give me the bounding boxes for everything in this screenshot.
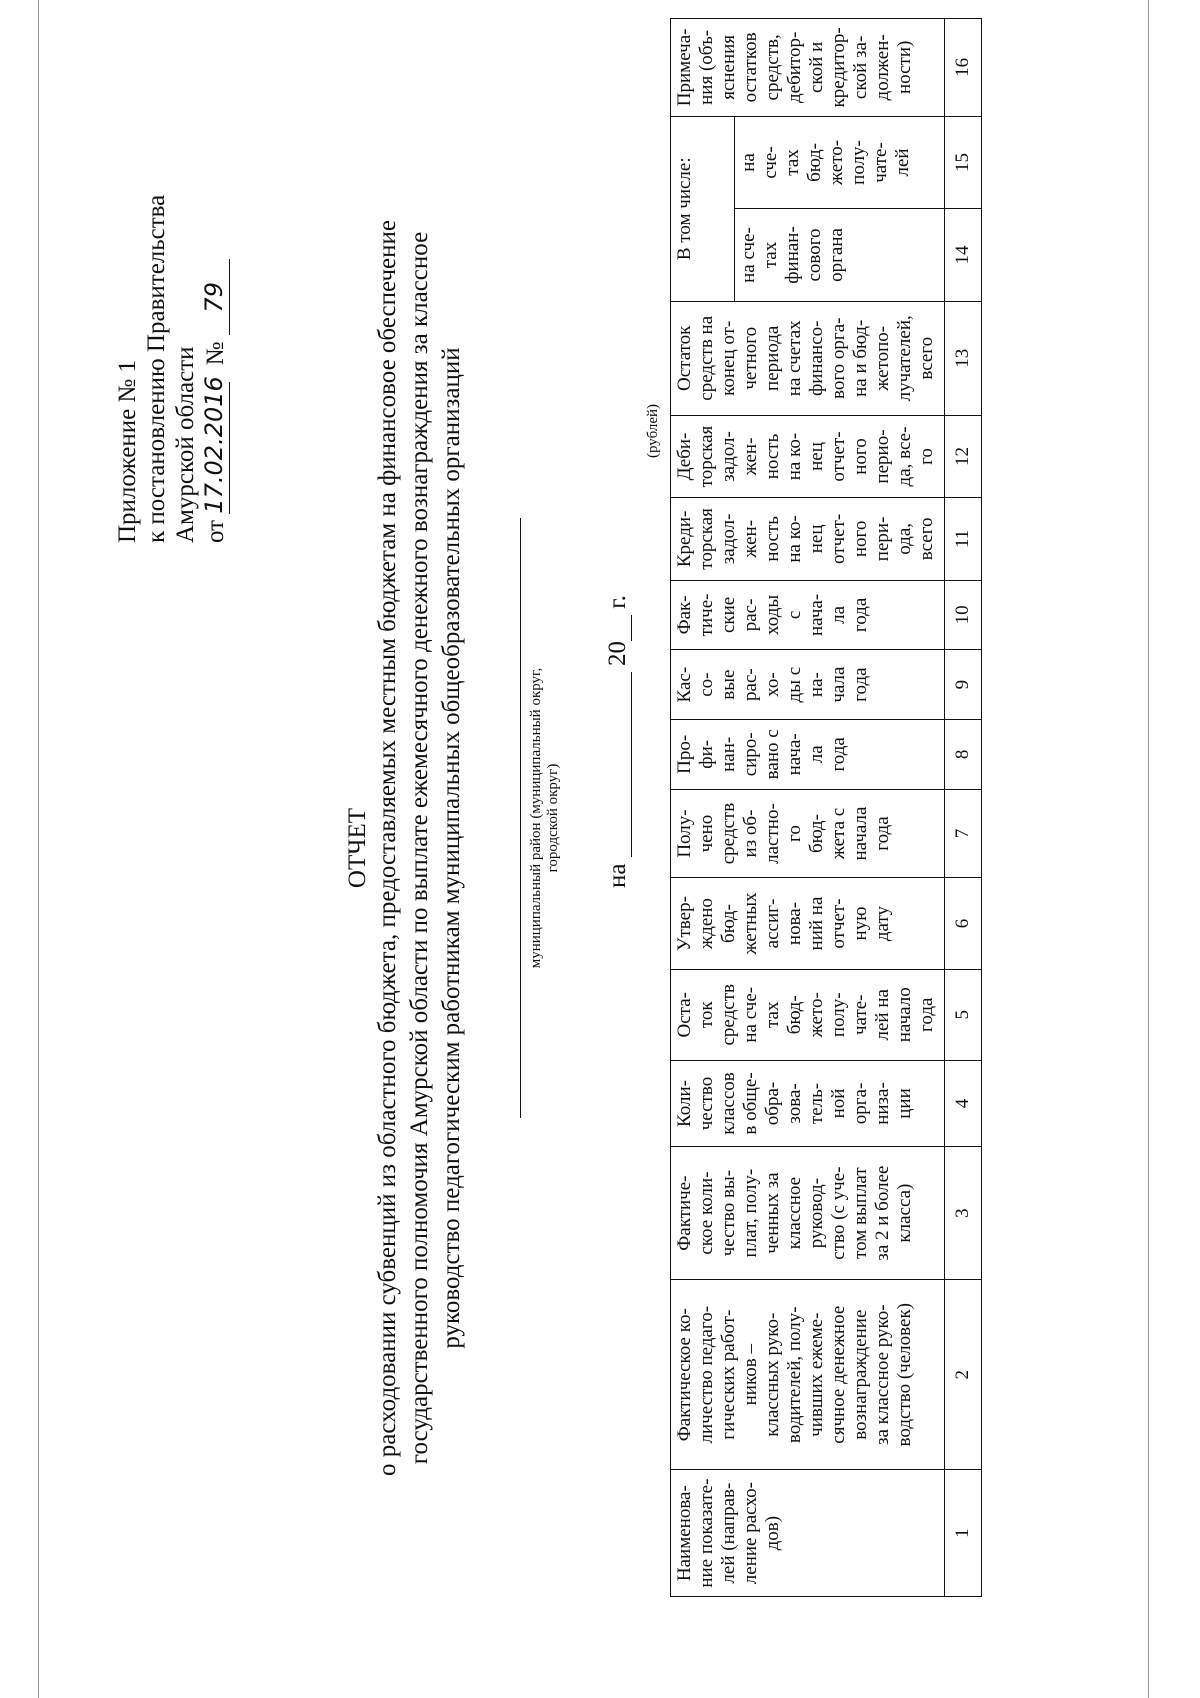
scan-edge-line [1148,0,1149,1698]
report-date-line [603,595,632,888]
appendix-line-3: Амурской области [172,346,199,543]
column-header: Остаток средств на конец от- четного периода на счетах финансо- вого орга- на и бюд- жетопо- лучателей, всего [671,301,945,415]
column-number: 2 [945,1280,982,1470]
column-header: Про- фи- нан- сиро- вано с нача- ла года [671,719,945,789]
date-suffix: г. [604,595,631,609]
handwritten-number: 79 [200,259,230,335]
column-number: 9 [945,650,982,720]
scan-edge-line [38,0,39,1698]
column-number: 5 [945,969,982,1060]
column-header: Наименова- ние показате- лей (направ- ление расхо- дов) [671,1470,945,1597]
report-subtitle-line-2: государственного полномочия Амурской области по выплате ежемесячного денежного вознаграждения за классное [406,231,433,1465]
appendix-line-1: Приложение № 1 [114,359,141,543]
column-header: Деби- торская задол- жен- ность на ко- нец отчет- ного перио- да, все- го [671,415,945,497]
column-number: 15 [945,116,982,209]
column-header: Фактическое ко- личество педаго- гических работ- ников – классных руко- водителей, полу- чивших ежеме- сячное денежное вознаграждение за классное руко- водство (человек) [671,1280,945,1470]
date-blank [603,672,632,857]
column-number: 16 [945,19,982,117]
number-label: № [202,341,229,366]
column-header: Примеча- ния (объ- яснения остатков средств, дебитор- ской и кредитор- ской за- должен- ности) [671,19,945,117]
unit-label: (рублей) [645,403,661,458]
column-header-group: В том числе: [671,116,735,301]
report-title: ОТЧЕТ [344,807,371,889]
column-header: Фак- тиче- ские рас- ходы с нача- ла года [671,580,945,650]
column-number: 12 [945,415,982,497]
municipality-caption: муниципальный район (муниципальный округ, городской округ) [528,667,561,969]
column-number: 14 [945,209,982,302]
column-number: 4 [945,1060,982,1146]
handwritten-date: 17.02.2016 [200,376,228,514]
column-header: Кас- со- вые рас- хо- ды с на- чала года [671,650,945,720]
column-header: Оста- ток средств на сче- тах бюд- жето- полу- чате- лей на начало года [671,969,945,1060]
column-number: 13 [945,301,982,415]
column-subheader: на сче- тах финан- сового органа [735,209,945,302]
column-header: Полу- чено средств из об- ластно- го бюд- жета с начала года [671,789,945,878]
appendix-date-line [200,195,230,543]
column-number: 3 [945,1147,982,1280]
appendix-line-2: к постановлению Правительства [143,194,170,543]
date-year: 20 [604,641,631,667]
report-subtitle-line-3: руководство педагогическим работникам муниципальных общеобразовательных организаций [438,347,465,1349]
column-subheader: на сче- тах бюд- жето- полу- чате- лей [735,116,945,209]
year-blank [603,615,632,641]
appendix-block [113,195,230,543]
column-header: Коли- чество классов в обще- обра- зова- тель- ной орга- низа- ции [671,1060,945,1146]
column-header: Утвер- ждено бюд- жетных ассиг- нова- ний на отчет- ную дату [671,878,945,969]
municipality-underline [520,518,521,1118]
report-subtitle-line-1: о расходовании субвенций из областного бюджета, предоставляемых местным бюджетам на финансовое обеспечение [374,220,401,1476]
column-number-row [945,19,982,1597]
table-header-row [671,19,735,1597]
column-header: Креди- торская задол- жен- ность на ко- нец отчет- ного пери- ода, всего [671,498,945,580]
column-number: 1 [945,1470,982,1597]
column-header: Фактиче- ское коли- чество вы- плат, полу- ченных за классное руковод- ство (с уче- том выплат за 2 и более класса) [671,1147,945,1280]
column-number: 8 [945,719,982,789]
from-label: от [202,519,229,543]
column-number: 10 [945,580,982,650]
report-table [670,18,982,1597]
date-prefix: на [604,863,631,888]
column-number: 6 [945,878,982,969]
column-number: 11 [945,498,982,580]
column-number: 7 [945,789,982,878]
